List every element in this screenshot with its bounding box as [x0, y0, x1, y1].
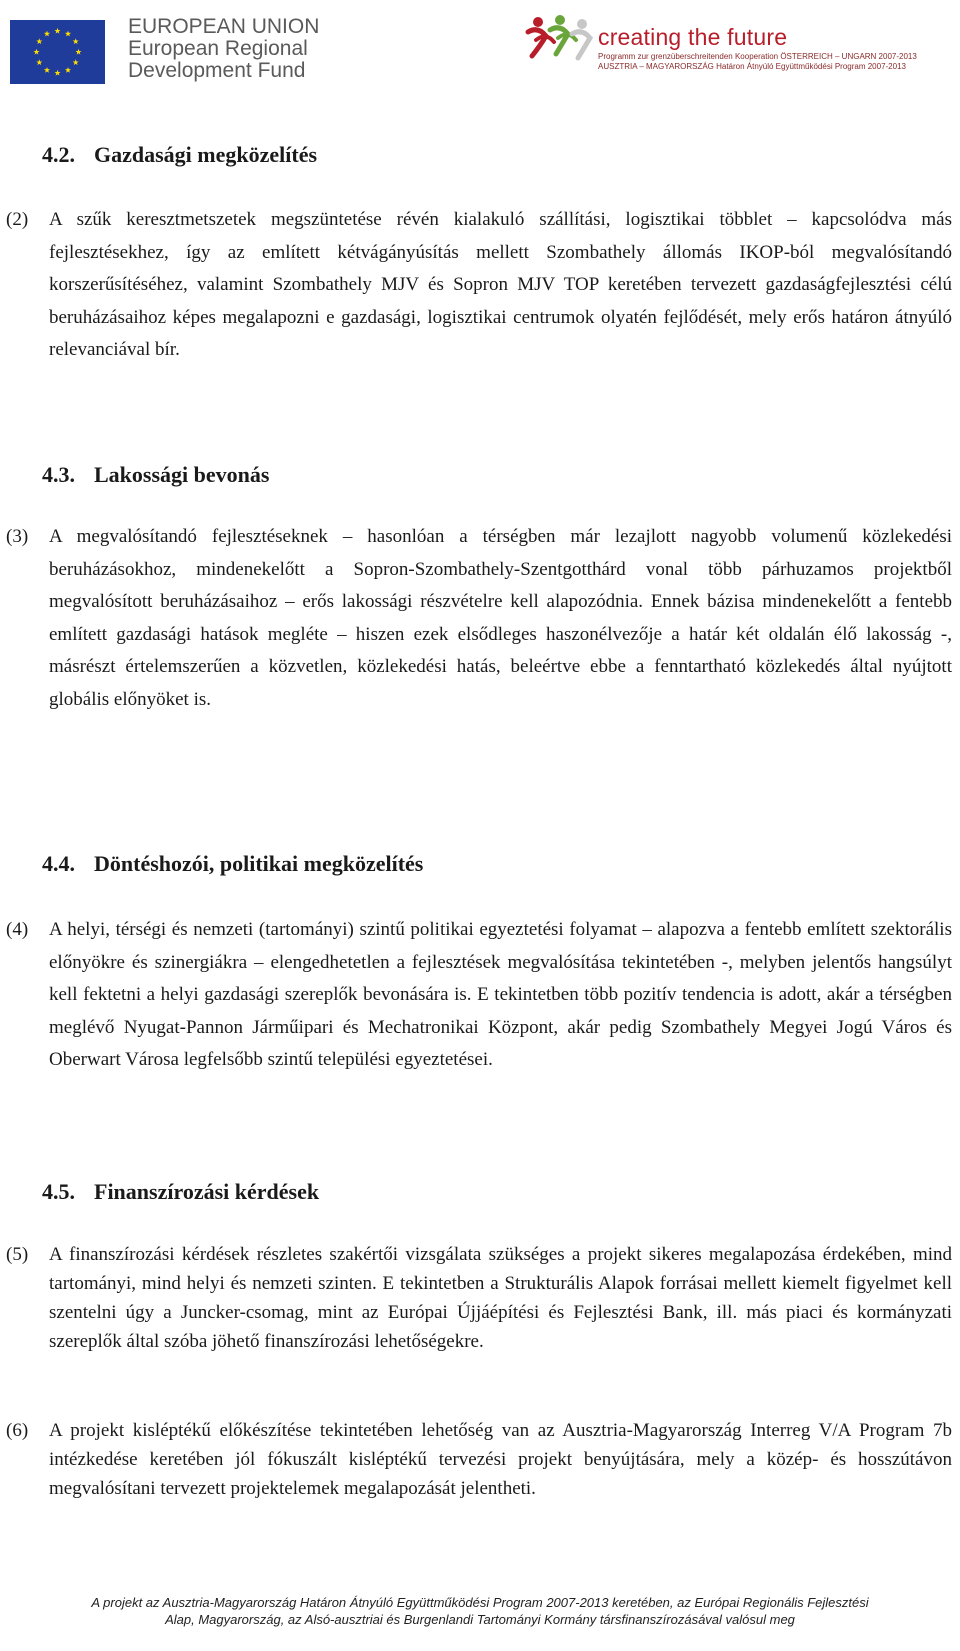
eu-logo-text [128, 16, 319, 82]
section-title: Gazdasági megközelítés [94, 142, 318, 167]
section-heading [42, 142, 317, 168]
section-title: Finanszírozási kérdések [94, 1179, 320, 1204]
paragraph-text: A finanszírozási kérdések részletes szakértői vizsgálata szükséges a projekt sikeres megalapozása érdekében, mind tartományi, mind helyi és nemzeti szinten. E tekintetben a Strukturális Alapok forrásai mellett kiemelt figyelmet kell szentelni úgy a Juncker-csomag, mint az Európai Újjáépítési és Fejlesztési Bank, ill. más piaci és kormányzati szereplők által szóba jöhető finanszírozási lehetőségekre. [49, 1244, 952, 1352]
section-title: Lakossági bevonás [94, 462, 270, 487]
section-heading [42, 851, 423, 877]
section-number: 4.3. [42, 462, 75, 487]
eu-line-2: European Regional [128, 37, 308, 60]
paragraph-number: (5) [6, 1244, 29, 1265]
ctf-sub-line-1: Programm zur grenzüberschreitenden Kooperation ÖSTERREICH – UNGARN 2007-2013 [598, 52, 917, 61]
eu-line-3: Development Fund [128, 59, 306, 82]
paragraph-text: A helyi, térségi és nemzeti (tartományi) szintű politikai egyeztetési folyamat – alapozva a fentebb említett szektorális előnyökre és szinergiákra – elengedhetetlen a fejlesztések megvalósítása tekintetében -, melyben jelentős hangsúlyt kell fektetni a helyi gazdasági szereplők bevonására is. E tekintetben több pozitív tendencia is adott, akár a térségben meglévő Nyugat-Pannon Járműipari és Mechatronikai Központ, akár pedig Szombathely Megyei Jogú Város és Oberwart Városa legfelsőbb szintű települési egyeztetései. [49, 919, 952, 1071]
paragraph-text: A szűk keresztmetszetek megszüntetése révén kialakuló szállítási, logisztikai többlet – kapcsolódva más fejlesztésekhez, így az említett kétvágányúsítás mellett Szombathely állomás IKOP-ból megvalósítandó korszerűsítéséhez, valamint Szombathely MJV és Sopron MJV TOP keretében tervezett gazdaságfejlesztési célú beruházásaihoz képes megalapozni e gazdasági, logisztikai centrumok olyatén fejlődését, mely erős határon átnyúló relevanciával bír. [49, 209, 952, 361]
ctf-sub-line-2: AUSZTRIA – MAGYARORSZÁG Határon Átnyúló Együttműködési Program 2007-2013 [598, 62, 906, 71]
section-number: 4.2. [42, 142, 75, 167]
ctf-subtitle [598, 52, 917, 72]
section-number: 4.5. [42, 1179, 75, 1204]
paragraph-number: (3) [6, 526, 29, 547]
eu-line-1: EUROPEAN UNION [128, 15, 320, 38]
paragraph-number: (4) [6, 919, 29, 940]
section-title: Döntéshozói, politikai megközelítés [94, 851, 424, 876]
section-heading [42, 1179, 319, 1205]
ctf-title: creating the future [598, 24, 788, 50]
eu-flag-icon [10, 20, 105, 84]
paragraph-text: A megvalósítandó fejlesztéseknek – hasonlóan a térségben már lezajlott nagyobb volumenű közlekedési beruházásokhoz, mindenekelőtt a Sopron-Szombathely-Szentgotthárd vonal több párhuzamos projektből megvalósított beruházásaihoz – erős lakossági részvételre kell alapozódnia. Ennek bázisa mindenekelőtt a fentebb említett gazdasági hatások megléte – hiszen ezek elsődleges haszonélvezője a határ két oldalán élő lakosság -, másrészt értelemszerűen a közvetlen, közlekedési hatás, beleértve ebbe a fenntartható közlekedés által nyújtott globális előnyöket is. [49, 526, 952, 710]
section-heading [42, 462, 269, 488]
page-footer [0, 1594, 960, 1628]
creating-the-future-logo-icon [524, 10, 594, 70]
footer-line-1: A projekt az Ausztria-Magyarország Határon Átnyúló Együttműködési Program 2007-2013 keretében, az Európai Regionális Fejlesztési [91, 1595, 869, 1610]
paragraph-number: (6) [6, 1420, 29, 1441]
paragraph-number: (2) [6, 209, 29, 230]
footer-line-2: Alap, Magyarország, az Alsó-ausztriai és Burgenlandi Tartományi Kormány társfinanszírozásával valósul meg [165, 1612, 795, 1627]
section-number: 4.4. [42, 851, 75, 876]
paragraph-text: A projekt kisléptékű előkészítése tekintetében lehetőség van az Ausztria-Magyarország Interreg V/A Program 7b intézkedése keretében jól fókuszált kisléptékű tervezési projekt benyújtására, mely a közép- és hosszútávon megvalósítani tervezett projektelemek megalapozását jelentheti. [49, 1420, 952, 1499]
page-header [0, 0, 960, 100]
